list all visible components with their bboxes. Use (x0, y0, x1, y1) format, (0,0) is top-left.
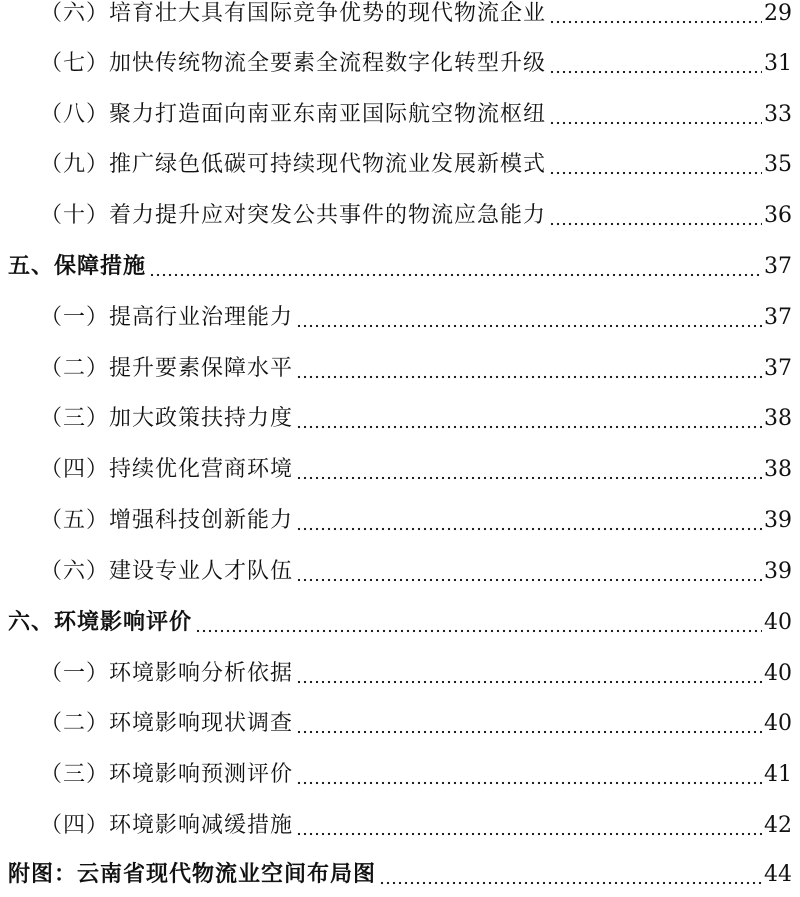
toc-entry-title: （十）着力提升应对突发公共事件的物流应急能力 (40, 203, 547, 228)
toc-dot-leader (296, 577, 762, 583)
toc-entry-8[interactable] (40, 95, 792, 135)
toc-entry-page: 31 (764, 51, 792, 76)
toc-dot-leader (549, 170, 762, 176)
toc-entry-page: 38 (764, 406, 792, 431)
toc-entry-page: 42 (764, 813, 792, 838)
toc-entry-title: （一）环境影响分析依据 (40, 661, 294, 686)
toc-dot-leader (296, 424, 762, 430)
toc-entry-page: 36 (764, 203, 792, 228)
toc-section-6[interactable] (8, 603, 792, 643)
toc-entry-9[interactable] (40, 145, 792, 185)
toc-entry-title: （六）培育壮大具有国际竞争优势的现代物流企业 (40, 1, 547, 26)
toc-section-5[interactable] (8, 247, 792, 287)
toc-dot-leader (149, 272, 762, 278)
toc-entry-page: 38 (764, 457, 792, 482)
toc-entry-page: 40 (764, 711, 792, 736)
toc-dot-leader (296, 679, 762, 685)
toc-entry-10[interactable] (40, 196, 792, 236)
toc-entry-title: （五）增强科技创新能力 (40, 508, 294, 533)
toc-dot-leader (296, 526, 762, 532)
toc-entry-page: 35 (764, 152, 792, 177)
toc-entry-5-3[interactable] (40, 399, 792, 439)
toc-dot-leader (296, 475, 762, 481)
toc-dot-leader (296, 374, 762, 380)
toc-entry-6-1[interactable] (40, 0, 792, 34)
toc-entry-6-1b[interactable] (40, 654, 792, 694)
toc-entry-title: （三）环境影响预测评价 (40, 762, 294, 787)
toc-dot-leader (296, 323, 762, 329)
toc-section-title: 六、环境影响评价 (8, 610, 193, 635)
toc-entry-page: 29 (764, 1, 792, 26)
toc-appendix-map[interactable] (8, 855, 792, 895)
toc-entry-page: 33 (764, 102, 792, 127)
toc-entry-5-2[interactable] (40, 349, 792, 389)
toc-dot-leader (296, 729, 762, 735)
toc-entry-page: 39 (764, 559, 792, 584)
toc-entry-title: （六）建设专业人才队伍 (40, 559, 294, 584)
toc-dot-leader (296, 780, 762, 786)
toc-dot-leader (195, 628, 762, 634)
toc-entry-title: （七）加快传统物流全要素全流程数字化转型升级 (40, 51, 547, 76)
toc-dot-leader (549, 120, 762, 126)
toc-entry-title: （八）聚力打造面向南亚东南亚国际航空物流枢纽 (40, 102, 547, 127)
toc-entry-title: （四）持续优化营商环境 (40, 457, 294, 482)
toc-dot-leader (549, 69, 762, 75)
toc-entry-title: （二）提升要素保障水平 (40, 356, 294, 381)
toc-entry-5-5[interactable] (40, 501, 792, 541)
toc-entry-title: （四）环境影响减缓措施 (40, 813, 294, 838)
toc-entry-5-1[interactable] (40, 298, 792, 338)
toc-entry-6-2[interactable] (40, 704, 792, 744)
toc-entry-page: 40 (764, 610, 792, 635)
toc-dot-leader (549, 221, 762, 227)
toc-entry-title: （二）环境影响现状调查 (40, 711, 294, 736)
toc-entry-page: 37 (764, 356, 792, 381)
toc-entry-page: 39 (764, 508, 792, 533)
toc-entry-page: 44 (764, 862, 792, 887)
toc-entry-page: 37 (764, 254, 792, 279)
toc-entry-6-3[interactable] (40, 755, 792, 795)
toc-entry-5-6[interactable] (40, 552, 792, 592)
toc-dot-leader (549, 19, 762, 25)
toc-entry-page: 41 (764, 762, 792, 787)
toc-entry-5-4[interactable] (40, 450, 792, 490)
toc-entry-title: （九）推广绿色低碳可持续现代物流业发展新模式 (40, 152, 547, 177)
toc-entry-page: 37 (764, 305, 792, 330)
toc-entry-6-4[interactable] (40, 806, 792, 846)
toc-section-title: 附图：云南省现代物流业空间布局图 (8, 862, 377, 887)
toc-dot-leader (379, 880, 762, 886)
toc-dot-leader (296, 831, 762, 837)
toc-entry-title: （三）加大政策扶持力度 (40, 406, 294, 431)
toc-entry-7[interactable] (40, 44, 792, 84)
toc-section-title: 五、保障措施 (8, 254, 147, 279)
toc-entry-title: （一）提高行业治理能力 (40, 305, 294, 330)
toc-entry-page: 40 (764, 661, 792, 686)
